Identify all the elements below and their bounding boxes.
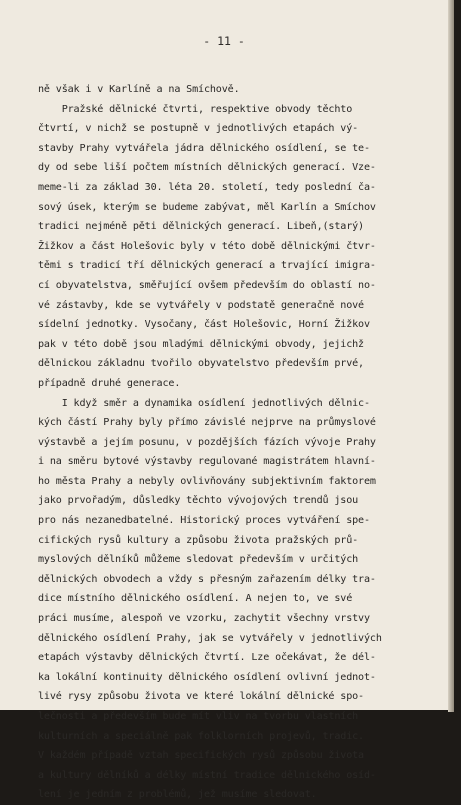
text-line: ně však i v Karlíně a na Smíchově. xyxy=(38,84,240,95)
text-line: dělnickou základnu tvořilo obyvatelstvo především prvé, xyxy=(38,358,364,370)
text-line: i na směru bytové výstavby regulované magistrátem hlavní- xyxy=(38,456,376,468)
page-edge xyxy=(448,0,454,712)
text-line: stavby Prahy vytvářela jádra dělnického osídlení, se te- xyxy=(38,142,370,154)
text-line: ho města Prahy a nebyly ovlivňovány subjektivním faktorem xyxy=(38,475,376,487)
text-line: V každém případě vztah specifických rysů způsobu života xyxy=(38,750,364,762)
text-line: výstavbě a jejím posunu, v pozdějších fázích vývoje Prahy xyxy=(38,436,376,448)
text-line: jako prvořadým, důsledky těchto vývojových trendů jsou xyxy=(38,495,359,507)
text-line: pro nás nezanedbatelné. Historický proces vytváření spe- xyxy=(38,515,370,527)
text-line: sídelní jednotky. Vysočany, část Holešovic, Horní Žižkov xyxy=(38,319,370,331)
text-line: tradici nejméně pěti dělnických generací. Libeň,(starý) xyxy=(38,221,364,233)
text-line: lení je jedním z problémů, jež musíme sledovat. xyxy=(38,789,317,801)
text-line: vé zástavby, kde se vytvářely v podstatě generačně nové xyxy=(38,299,364,311)
text-line: Žižkov a část Holešovic byly v této době dělnickými čtvr- xyxy=(38,240,376,252)
text-line: dělnického osídlení Prahy, jak se vytvářely v jednotlivých xyxy=(38,632,382,644)
text-line: meme-li za základ 30. léta 20. století, tedy poslední ča- xyxy=(38,181,376,193)
text-line: I když směr a dynamika osídlení jednotlivých dělnic- xyxy=(38,397,370,409)
text-line: dělnických obvodech a vždy s přesným zařazením délky tra- xyxy=(38,573,376,585)
text-line: dy od sebe liší počtem místních dělnických generací. Vze- xyxy=(38,162,376,174)
text-line: cifických rysů kultury a způsobu života pražských prů- xyxy=(38,534,359,546)
text-line: pak v této době jsou mladými dělnickými obvody, jejichž xyxy=(38,338,364,350)
text-line: případně druhé generace. xyxy=(38,377,181,389)
text-line: cí obyvatelstva, směřující ovšem především do oblastí no- xyxy=(38,279,376,291)
text-line: kých částí Prahy byly přímo závislé nejprve na průmyslové xyxy=(38,417,376,429)
text-line: myslových dělníků můžeme sledovat především v určitých xyxy=(38,554,359,566)
text-line: Pražské dělnické čtvrti, respektive obvody těchto xyxy=(38,103,353,115)
text-line: kulturních a speciálně pak folklorních projevů, tradic. xyxy=(38,730,364,742)
body-text xyxy=(38,80,430,805)
text-line: lečnosti a především bude mít vliv na tvorbu vlastních xyxy=(38,711,359,722)
text-line: ka lokální kontinuity dělnického osídlení ovlivní jednot- xyxy=(38,671,376,683)
text-line: etapách výstavby dělnických čtvrtí. Lze očekávat, že dél- xyxy=(38,652,376,664)
text-line: sový úsek, kterým se budeme zabývat, měl Karlín a Smíchov xyxy=(38,201,376,213)
page-number: - 11 - xyxy=(203,34,245,48)
text-line: livé rysy způsobu života ve které lokální dělnické spo- xyxy=(38,691,364,703)
text-line: čtvrtí, v nichž se postupně v jednotlivých etapách vý- xyxy=(38,123,359,135)
text-line: těmi s tradicí tří dělnických generací a trvající imigra- xyxy=(38,260,376,272)
text-line: práci musíme, alespoň ve vzorku, zachytit všechny vrstvy xyxy=(38,613,370,625)
text-line: a kultury dělníků a délky místní tradice dělnického osíd- xyxy=(38,769,376,781)
text-line: dice místního dělnického osídlení. A nejen to, ve své xyxy=(38,593,353,605)
